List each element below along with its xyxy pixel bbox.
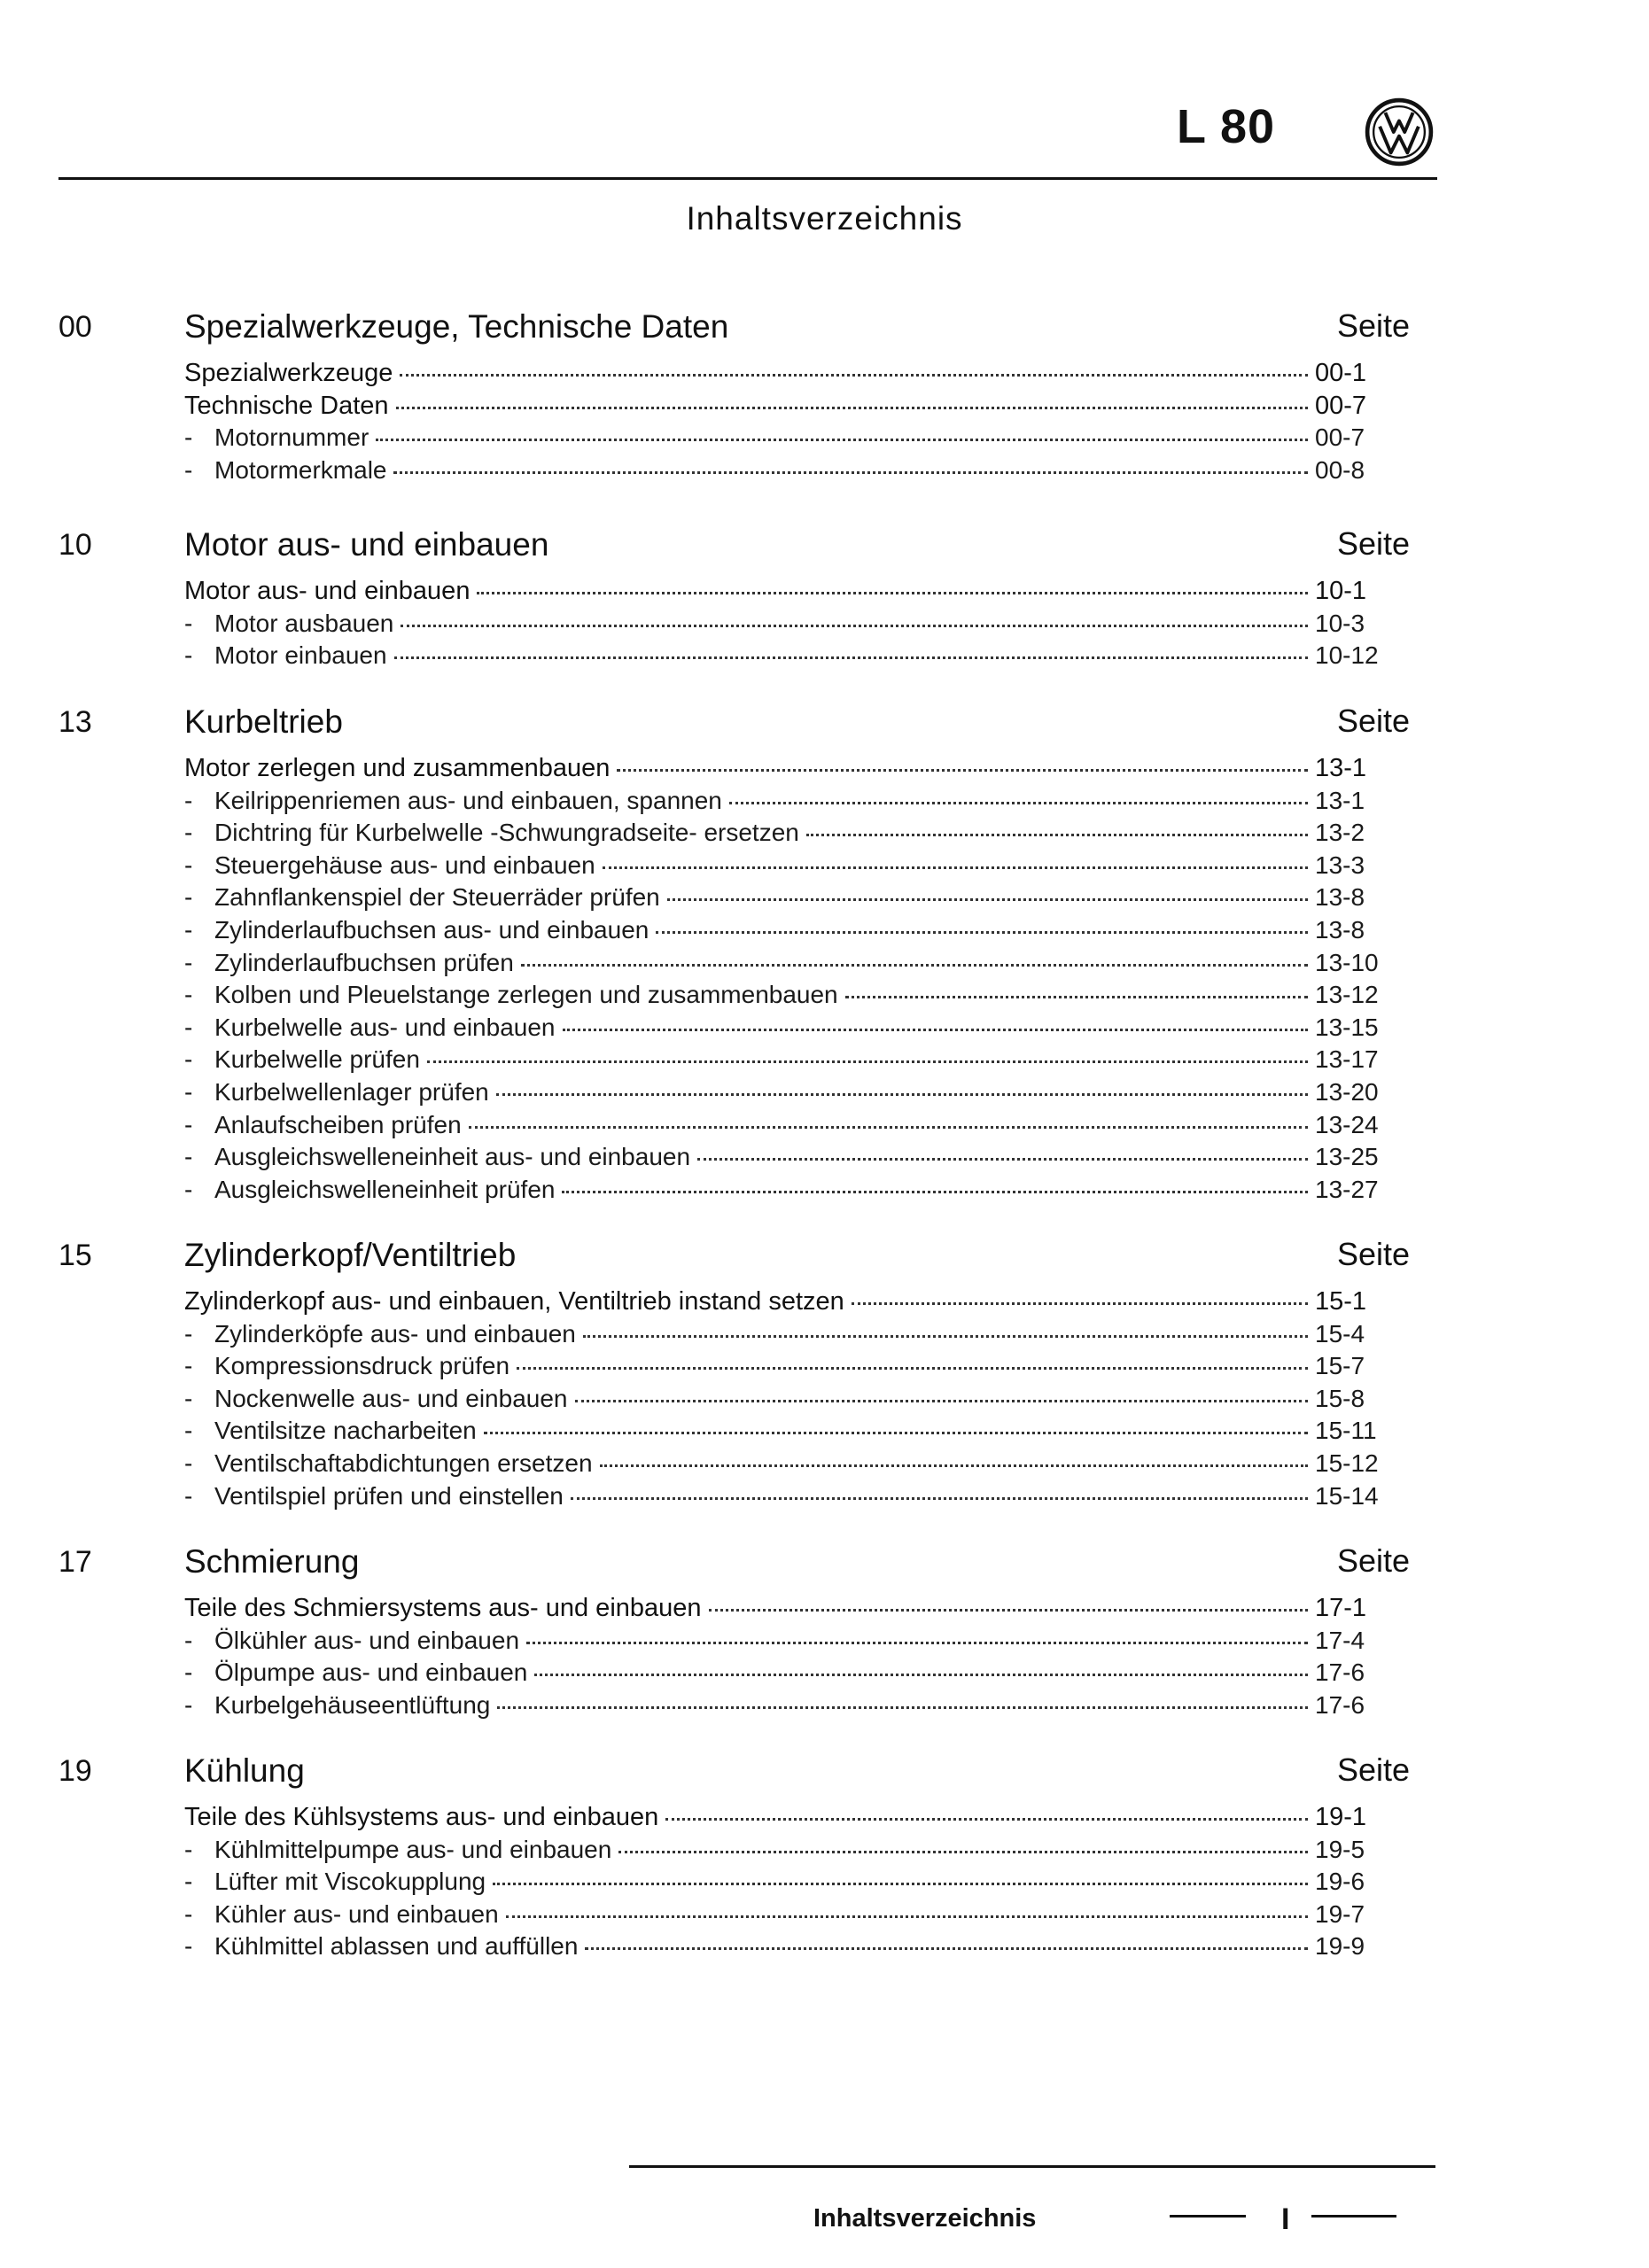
- section-number: 00: [58, 310, 92, 344]
- toc-subentry[interactable]: [184, 1481, 1400, 1511]
- toc-entry[interactable]: [184, 358, 1400, 388]
- dot-leader: [521, 964, 1308, 967]
- toc-entry-label: Spezialwerkzeuge: [184, 359, 393, 387]
- toc-subentry[interactable]: [184, 1449, 1400, 1479]
- bullet-dash: -: [184, 1352, 193, 1380]
- section-number: 15: [58, 1239, 92, 1272]
- bullet-dash: -: [184, 981, 193, 1009]
- dot-leader: [571, 1497, 1308, 1500]
- toc-subentry[interactable]: [184, 818, 1400, 848]
- toc-subentry[interactable]: [184, 882, 1400, 913]
- bullet-dash: -: [184, 1899, 193, 1928]
- toc-subentry[interactable]: [184, 1175, 1400, 1205]
- dot-leader: [709, 1609, 1308, 1612]
- footer-dash-left: [1170, 2215, 1246, 2218]
- toc-page-number: 13-1: [1315, 786, 1365, 814]
- toc-entry-label: Kurbelwelle aus- und einbauen: [214, 1013, 556, 1041]
- toc-subentry[interactable]: [184, 1110, 1400, 1140]
- dot-leader: [575, 1400, 1309, 1402]
- toc-entry[interactable]: [184, 576, 1400, 606]
- toc-page-number: 13-2: [1315, 819, 1365, 847]
- bullet-dash: -: [184, 1319, 193, 1348]
- toc-entry[interactable]: [184, 1286, 1400, 1317]
- toc-subentry[interactable]: [184, 1013, 1400, 1043]
- toc-subentry[interactable]: [184, 1658, 1400, 1688]
- toc-subentry[interactable]: [184, 948, 1400, 978]
- toc-page-number: 13-10: [1315, 948, 1379, 976]
- bullet-dash: -: [184, 1449, 193, 1477]
- toc-page-number: 19-7: [1315, 1899, 1365, 1928]
- toc-page-number: 13-24: [1315, 1110, 1379, 1138]
- toc-entry-label: Zahnflankenspiel der Steuerräder prüfen: [214, 883, 660, 912]
- bullet-dash: -: [184, 1045, 193, 1074]
- toc-entry-label: Kurbelwellenlager prüfen: [214, 1078, 489, 1106]
- toc-page-number: 13-3: [1315, 850, 1365, 879]
- toc-entry-label: Ventilsitze nacharbeiten: [214, 1417, 477, 1445]
- toc-page-number: 10-3: [1315, 609, 1365, 637]
- toc-entry-label: Dichtring für Kurbelwelle -Schwungradseite- ersetzen: [214, 819, 799, 847]
- toc-page-number: 17-4: [1315, 1626, 1365, 1654]
- toc-page-number: 00-7: [1315, 423, 1365, 452]
- toc-entry-label: Kompressionsdruck prüfen: [214, 1352, 510, 1380]
- dot-leader: [563, 1029, 1309, 1031]
- toc-page-number: 17-6: [1315, 1658, 1365, 1687]
- dot-leader: [469, 1126, 1308, 1129]
- toc-entry-label: Zylinderlaufbuchsen aus- und einbauen: [214, 916, 649, 944]
- toc-subentry[interactable]: [184, 850, 1400, 881]
- toc-page-number: 15-7: [1315, 1352, 1365, 1380]
- toc-entry-label: Steuergehäuse aus- und einbauen: [214, 850, 595, 879]
- dot-leader: [394, 656, 1308, 659]
- dot-leader: [526, 1642, 1308, 1644]
- toc-entry-label: Nockenwelle aus- und einbauen: [214, 1384, 568, 1412]
- toc-page-number: 13-25: [1315, 1143, 1379, 1171]
- section-title: Kühlung: [184, 1752, 305, 1789]
- toc-entry-label: Lüfter mit Viscokupplung: [214, 1868, 486, 1896]
- bullet-dash: -: [184, 1835, 193, 1863]
- dot-leader: [400, 374, 1308, 377]
- toc-entry-label: Motor zerlegen und zusammenbauen: [184, 754, 611, 782]
- toc-page-number: 00-1: [1315, 359, 1367, 387]
- footer-label: Inhaltsverzeichnis: [813, 2204, 1037, 2233]
- dot-leader: [618, 1851, 1308, 1853]
- section-page-header: Seite: [1336, 1236, 1410, 1272]
- toc-subentry[interactable]: [184, 641, 1400, 671]
- page-title: Inhaltsverzeichnis: [686, 200, 963, 237]
- toc-subentry[interactable]: [184, 786, 1400, 816]
- toc-entry-label: Zylinderkopf aus- und einbauen, Ventiltrieb instand setzen: [184, 1287, 844, 1316]
- section-number: 13: [58, 705, 92, 739]
- dot-leader: [477, 592, 1308, 594]
- toc-page-number: 13-8: [1315, 916, 1365, 944]
- toc-page-number: 00-8: [1315, 455, 1365, 484]
- dot-leader: [852, 1302, 1308, 1305]
- toc-page-number: 15-1: [1315, 1287, 1367, 1316]
- dot-leader: [427, 1060, 1308, 1063]
- toc-page-number: 15-11: [1315, 1417, 1377, 1445]
- toc-page-number: 19-9: [1315, 1932, 1365, 1961]
- toc-entry-label: Zylinderköpfe aus- und einbauen: [214, 1319, 576, 1348]
- dot-leader: [656, 931, 1308, 934]
- toc-subentry[interactable]: [184, 1835, 1400, 1865]
- toc-page-number: 13-27: [1315, 1175, 1379, 1203]
- bullet-dash: -: [184, 423, 193, 452]
- dot-leader: [484, 1432, 1308, 1434]
- toc-subentry[interactable]: [184, 1077, 1400, 1107]
- section-number: 19: [58, 1754, 92, 1788]
- bullet-dash: -: [184, 1481, 193, 1510]
- toc-entry-label: Kühlmittelpumpe aus- und einbauen: [214, 1835, 612, 1863]
- section-page-header: Seite: [1336, 307, 1410, 344]
- bullet-dash: -: [184, 1690, 193, 1719]
- toc-page-number: 13-8: [1315, 883, 1365, 912]
- toc-page-number: 19-6: [1315, 1868, 1365, 1896]
- toc-subentry[interactable]: [184, 1626, 1400, 1656]
- toc-page-number: 13-12: [1315, 981, 1379, 1009]
- toc-page-number: 13-20: [1315, 1078, 1379, 1106]
- bullet-dash: -: [184, 850, 193, 879]
- section-page-header: Seite: [1336, 703, 1410, 739]
- dot-leader: [562, 1191, 1308, 1193]
- toc-entry-label: Ventilschaftabdichtungen ersetzen: [214, 1449, 593, 1477]
- section-title: Zylinderkopf/Ventiltrieb: [184, 1237, 517, 1273]
- bullet-dash: -: [184, 948, 193, 976]
- bullet-dash: -: [184, 1658, 193, 1687]
- dot-leader: [517, 1367, 1308, 1370]
- bullet-dash: -: [184, 1078, 193, 1106]
- section-page-header: Seite: [1336, 1751, 1410, 1788]
- dot-leader: [729, 802, 1308, 804]
- dot-leader: [497, 1706, 1308, 1709]
- toc-subentry[interactable]: [184, 915, 1400, 945]
- dot-leader: [585, 1947, 1308, 1950]
- toc-entry[interactable]: [184, 391, 1400, 421]
- toc-entry-label: Keilrippenriemen aus- und einbauen, spannen: [214, 786, 722, 814]
- bullet-dash: -: [184, 1417, 193, 1445]
- footer-dash-right: [1311, 2215, 1396, 2218]
- dot-leader: [665, 1818, 1308, 1821]
- toc-entry-label: Ausgleichswelleneinheit prüfen: [214, 1175, 556, 1203]
- bullet-dash: -: [184, 1110, 193, 1138]
- toc-entry-label: Kurbelwelle prüfen: [214, 1045, 420, 1074]
- toc-page-number: 17-6: [1315, 1690, 1365, 1719]
- bullet-dash: -: [184, 916, 193, 944]
- dot-leader: [393, 471, 1308, 474]
- toc-page-number: 10-1: [1315, 577, 1367, 605]
- dot-leader: [583, 1335, 1308, 1338]
- toc-entry-label: Technische Daten: [184, 391, 389, 420]
- toc-subentry[interactable]: [184, 1319, 1400, 1349]
- bullet-dash: -: [184, 1932, 193, 1961]
- dot-leader: [667, 898, 1308, 901]
- toc-subentry[interactable]: [184, 423, 1400, 453]
- bullet-dash: -: [184, 1384, 193, 1412]
- toc-subentry[interactable]: [184, 1384, 1400, 1414]
- model-code: L 80: [1177, 100, 1276, 153]
- toc-subentry[interactable]: [184, 1690, 1400, 1720]
- section-title: Schmierung: [184, 1543, 360, 1580]
- dot-leader: [697, 1158, 1308, 1161]
- bullet-dash: -: [184, 1626, 193, 1654]
- toc-page-number: 13-17: [1315, 1045, 1379, 1074]
- bullet-dash: -: [184, 786, 193, 814]
- toc-entry-label: Motor ausbauen: [214, 609, 394, 637]
- toc-entry-label: Kühlmittel ablassen und auffüllen: [214, 1932, 579, 1961]
- toc-entry-label: Kühler aus- und einbauen: [214, 1899, 499, 1928]
- bullet-dash: -: [184, 455, 193, 484]
- dot-leader: [603, 866, 1308, 869]
- bullet-dash: -: [184, 1013, 193, 1041]
- toc-entry-label: Ölpumpe aus- und einbauen: [214, 1658, 528, 1687]
- toc-subentry[interactable]: [184, 609, 1400, 639]
- section-page-header: Seite: [1336, 525, 1410, 562]
- section-number: 10: [58, 528, 92, 562]
- toc-entry-label: Anlaufscheiben prüfen: [214, 1110, 462, 1138]
- toc-subentry[interactable]: [184, 1867, 1400, 1897]
- dot-leader: [376, 439, 1308, 441]
- toc-entry-label: Teile des Schmiersystems aus- und einbauen: [184, 1594, 702, 1622]
- bullet-dash: -: [184, 883, 193, 912]
- toc-page-number: 13-1: [1315, 754, 1367, 782]
- section-page-header: Seite: [1336, 1542, 1410, 1579]
- dot-leader: [396, 407, 1308, 409]
- bullet-dash: -: [184, 1868, 193, 1896]
- toc-entry-label: Ausgleichswelleneinheit aus- und einbauen: [214, 1143, 691, 1171]
- toc-entry-label: Motor einbauen: [214, 641, 387, 670]
- toc-entry-label: Kurbelgehäuseentlüftung: [214, 1690, 491, 1719]
- toc-entry[interactable]: [184, 1802, 1400, 1832]
- toc-page-number: 10-12: [1315, 641, 1379, 670]
- dot-leader: [617, 769, 1308, 772]
- toc-page-number: 15-4: [1315, 1319, 1365, 1348]
- toc-entry[interactable]: [184, 753, 1400, 783]
- toc-page-number: 00-7: [1315, 391, 1367, 420]
- bullet-dash: -: [184, 1175, 193, 1203]
- footer-rule: [629, 2165, 1435, 2168]
- toc-entry-label: Ventilspiel prüfen und einstellen: [214, 1481, 564, 1510]
- toc-page-number: 17-1: [1315, 1594, 1367, 1622]
- bullet-dash: -: [184, 641, 193, 670]
- toc-page-number: 19-5: [1315, 1835, 1365, 1863]
- toc-subentry[interactable]: [184, 1931, 1400, 1961]
- toc-subentry[interactable]: [184, 1142, 1400, 1172]
- dot-leader: [534, 1674, 1308, 1676]
- toc-entry-label: Kolben und Pleuelstange zerlegen und zusammenbauen: [214, 981, 838, 1009]
- toc-entry-label: Zylinderlaufbuchsen prüfen: [214, 948, 514, 976]
- toc-page-number: 15-12: [1315, 1449, 1379, 1477]
- bullet-dash: -: [184, 819, 193, 847]
- dot-leader: [493, 1883, 1308, 1885]
- dot-leader: [600, 1464, 1308, 1467]
- toc-entry[interactable]: [184, 1593, 1400, 1623]
- dot-leader: [806, 834, 1308, 836]
- toc-entry-label: Motornummer: [214, 423, 369, 452]
- dot-leader: [506, 1915, 1308, 1918]
- toc-page-number: 13-15: [1315, 1013, 1379, 1041]
- toc-subentry[interactable]: [184, 980, 1400, 1010]
- toc-entry-label: Motor aus- und einbauen: [184, 577, 471, 605]
- toc-subentry[interactable]: [184, 1045, 1400, 1075]
- section-title: Kurbeltrieb: [184, 703, 343, 740]
- toc-page-number: 15-14: [1315, 1481, 1379, 1510]
- toc-entry-label: Teile des Kühlsystems aus- und einbauen: [184, 1803, 659, 1831]
- section-title: Motor aus- und einbauen: [184, 526, 549, 563]
- toc-subentry[interactable]: [184, 1416, 1400, 1446]
- dot-leader: [401, 625, 1308, 627]
- dot-leader: [496, 1093, 1308, 1096]
- bullet-dash: -: [184, 609, 193, 637]
- dot-leader: [845, 996, 1308, 998]
- section-number: 17: [58, 1545, 92, 1579]
- toc-subentry[interactable]: [184, 1899, 1400, 1930]
- footer-page-number: I: [1281, 2202, 1290, 2236]
- bullet-dash: -: [184, 1143, 193, 1171]
- toc-entry-label: Motormerkmale: [214, 455, 387, 484]
- toc-subentry[interactable]: [184, 1351, 1400, 1381]
- toc-subentry[interactable]: [184, 455, 1400, 485]
- toc-page-number: 19-1: [1315, 1803, 1367, 1831]
- toc-entry-label: Ölkühler aus- und einbauen: [214, 1626, 520, 1654]
- section-title: Spezialwerkzeuge, Technische Daten: [184, 308, 729, 345]
- toc-page-number: 15-8: [1315, 1384, 1365, 1412]
